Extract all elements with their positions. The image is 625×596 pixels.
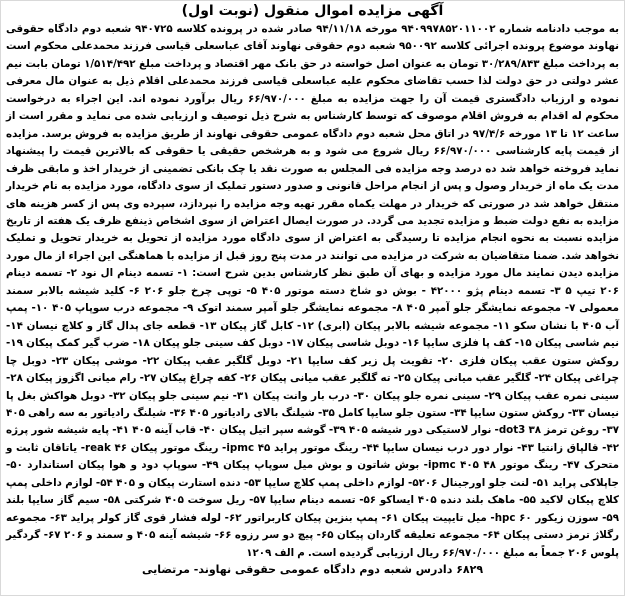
notice-signature: ۶۸۲۹ دادرس شعبه دوم دادگاه عمومی حقوقی نهاوند- مرتضایی bbox=[141, 563, 484, 577]
notice-title: آگهی مزایده اموال منقول (نوبت اول) bbox=[181, 3, 444, 19]
notice-body: به موجب دادنامه شماره ۹۴۰۹۹۷۸۵۲۰۱۱۰۰۲ مورخه ۹۴/۱۱/۱۸ صادر شده در پرونده کلاسه ۹۴۰۷۲۵ شعبه دوم دادگاه حقوقی نهاوند موضوع پرونده اجرائی کلاسه ۹۵۰۰۹۲ شعبه دوم حقوقی نهاوند آقای عباسعلی قیاسی فرزند محمدعلی محکوم است به پرداخت مبلغ ۳۰/۲۸۹/۸۴۳ تومان به عنوان اصل خواسته در حق بانک مهر اقتصاد و پرداخت مبلغ ۱/۵۱۴/۴۹۲ تومان بابت نیم عشر دولتی در حق دولت لذا حسب تقاضای محکوم علیه عباسعلی قیاسی فرزند محمدعلی اقلام ذیل به عنوان مال معرفی نموده و ارزیاب دادگستری قیمت آن را جهت مزایده به مبلغ ۶۶/۹۷۰/۰۰۰ ریال برآورد نموده اند. این اجراء به درخواست محکوم له اقدام به فروش اقلام موصوف که توسط کارشناس به شرح ذیل توصیف و ارزیابی شده می نماید و مقرر است از ساعت ۱۲ تا ۱۳ مورخه ۹۷/۴/۶ در اتاق محل شعبه دوم دادگاه عمومی حقوقی نهاوند از طریق مزایده به فروش برسد. مزایده از قیمت پایه کارشناسی ۶۶/۹۷۰/۰۰۰ ریال شروع می شود و به هرشخص حقیقی یا حقوقی که بالاترین قیمت را پیشنهاد نماید فروخته خواهد شد ده درصد وجه مزایده فی المجلس به صورت نقد یا چک بانکی تضمینی از خریدار اخذ و مابقی ظرف مدت یک ماه از خریدار وصول و پس از انجام مراحل قانونی و صدور دستور تملیک از سوی دادگاه، مورد مزایده به نام خریدار منتقل خواهد شد در صورتی که خریدار در مهلت یکماه مقرر تهیه وجه مزایده را نپردازد، سپرده وی پس از کسر هزینه های مزایده به نفع دولت ضبط و مزایده تجدید می گردد. در صورت ایصال اعتراض از سوی اشخاص ذینفع ظرف یک هفته از تاریخ مزایده نسبت به نحوه انجام مزایده تا رسیدگی به اعتراض از سوی دادگاه مورد مزایده از تحویل به خریدار تحویل و تملیک نخواهد شد. ضمنا متقاضیان به شرکت در مزایده می توانند در مدت پنج روز قبل از مزایده با هماهنگی این اجراء از مال مورد مزایده دیدن نمایند مال مورد مزایده و بهای آن طبق نظر کارشناس بدین شرح است: ۱- تسمه دینام ال نود ۲- تسمه دینام ۲۰۶ تیپ ۵ ۳- تسمه دینام پژو ۴۲۰۰۰ - بوش دو شاخ دسته موتور ۴۰۵ ۵- توپی چرخ جلو ۲۰۶ ۶- کلید شیشه بالابر سمند معمولی ۷- مجموعه نمایشگر جلو آمپر ۴۰۵ ۸- مجموعه نمایشگر جلو آمپر سمند اتوک ۹- مجموعه درب سوپاپ ۴۰۵ ۱۰- پمپ آب ۴۰۵ با نشان سکو ۱۱- مجموعه شیشه بالابر پیکان (ابری) ۱۲- کابل گاز پیکان ۱۳- قطعه جای پدال گاز و کلاچ نیسان ۱۴- نیم شاسی پیکان ۱۵- کف پا فلزی سایپا ۱۶- دوبل شاسی پیکان ۱۷- دوبل کف سینی جلو پیکان ۱۸- ضرب گیر کمک پیکان ۱۹- روکش ستون عقب پیکان فلزی ۲۰- تقویت پل زیر کف سایپا ۲۱- دوبل گلگیر عقب پیکان ۲۲- موشی پیکان ۲۳- دوبل چا چراغی پیکان ۲۴- گلگیر عقب میانی پیکان ۲۵- ته گلگیر عقب میانی پیکان ۲۶- کفه چراغ پیکان ۲۷- رام میانی اگزوز پیکان ۲۸- سینی نمره عقب پیکان ۲۹- سینی نمره جلو پیکان ۳۰- درب بار وانت پیکان ۳۱- نیم سینی جلو پیکان ۳۲- دوبل هواکش بغل پا نیسان ۳۳- روکش ستون سایپا ۳۴- ستون جلو سایپا کامل ۳۵- شیلنگ بالای رادیاتور ۴۰۵ ۳۶- شیلنگ رادیاتور به سه راهی ۴۰۵ ۳۷- روغن ترمز dot3 ۳۸- نوار لاستیکی دور شیشه ۴۰۵ ۳۹- گوشه سپر اتیل پیکان ۴۰- قاب آینه ۴۰۵ ۴۱- پایه شیشه شور پرژه ۴۲- قالپاق زانتیا ۴۳- نوار دور درب نیسان سایپا ۴۴- رینگ موتور پراید ipmc ۴۵- رینگ موتور پیکان reak ۴۶- یاتاقان ثابت و متحرک ۴۷- رینگ موتور ipmc ۴۰۵ ۴۸- بوش شاتون و بوش میل سوپاپ پیکان ۴۹- سوپاپ دود و هوا پیکان استاندارد ۵۰- جاپلاکی پراید ۵۱- لنت جلو اورجینال ۵۲۰۶- لوازم داخلی پمپ کلاچ سایپا ۵۳- دنده استارت پیکان و ۴۰۵ ۵۴- لوازم داخلی پمپ کلاچ پیکان لاکید ۵۵- ماهک بلند دنده ۴۰۵ ایساکو ۵۶- تسمه دینام سایپا ۵۷- ریل سوخت ۴۰۵ شرکتی ۵۸- سیم گاز سایپا بلند ۵۹- سوزن زیکور hpc ۶۰- میل تایپیت پیکان ۶۱- پمپ بنزین پیکان کاربراتور ۶۲- لوله فشار قوی گاز کولر پراید ۶۳- مجموعه رگلاژ ترمز دستی پیکان ۶۴- مجموعه تعلیقه گاردان پیکان ۶۵- پیچ دو سر رزوه ۶۶- شیشه آینه ۴۰۵ و سمند و ۲۰۶ ۶۷- گردگیر پلوس ۲۰۶ جمعاً به مبلغ ۶۶/۹۷۰/۰۰۰ ریال ارزیابی گردیده است. م الف ۱۲۰۹ bbox=[6, 23, 620, 559]
